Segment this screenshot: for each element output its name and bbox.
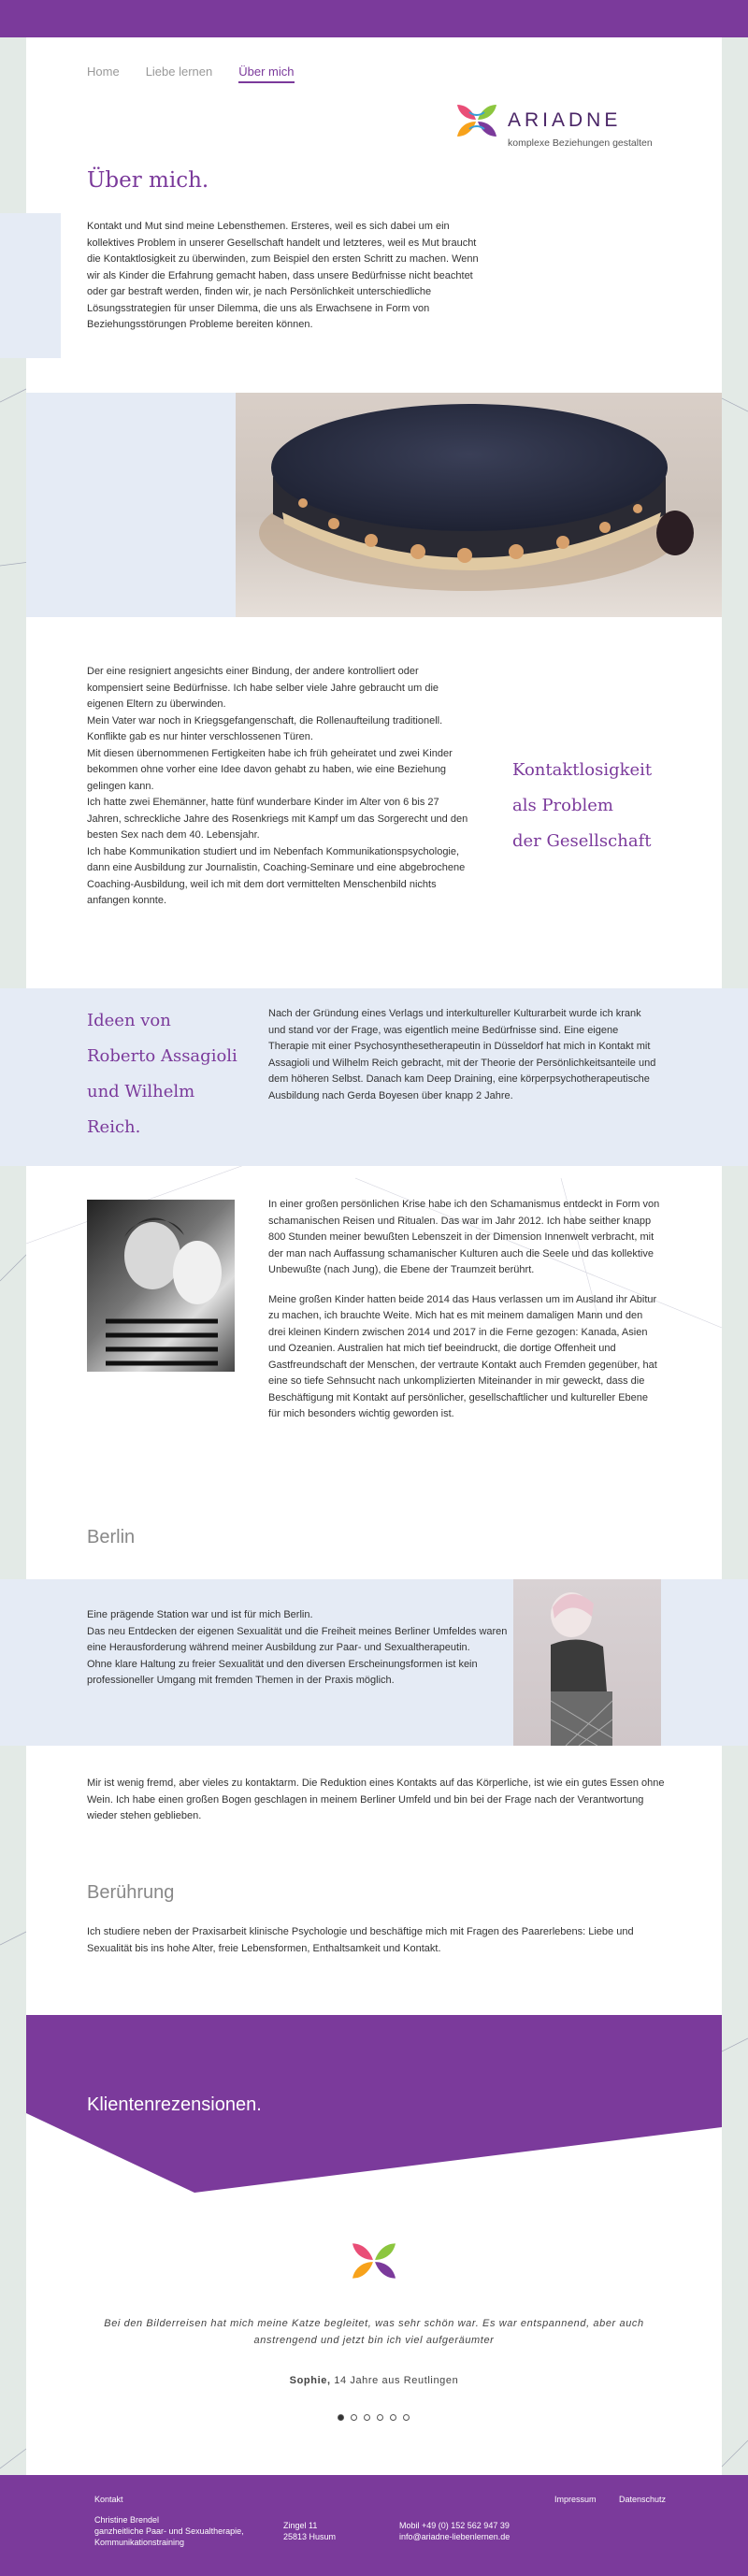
- review-author-detail: 14 Jahre aus Reutlingen: [334, 2375, 459, 2386]
- footer-datenschutz-link[interactable]: Datenschutz: [619, 2495, 667, 2504]
- australia-paragraph: Meine großen Kinder hatten beide 2014 das Haus verlassen um im Ausland ihr Abitur zu machen, ich brauchte Weite. Mich hat es mit meinem damaligen Mann und den drei kleinen Kindern zwischen 2014 und 2017 in die Ferne gezogen: Kanada, Asien und Ozeanien. Australien hat mich tief beeindruckt, die dortige Offenheit und Gastfreundschaft der Menschen, der vertraute Kontakt auch Fremden gegenüber, hat eine so tiefe Sehnsucht nach unkomplizierten Miteinander in mir geweckt, dass die Beschäftigung mit Kontakt auf persönlicher, gesellschaftlicher und kultureller Ebene für mich besonders wichtig geworden ist.: [268, 1293, 657, 1419]
- footer-street-block: [283, 2520, 336, 2542]
- footer-contact-block: [399, 2520, 510, 2542]
- ariadne-logo-icon[interactable]: [455, 101, 498, 140]
- story-paragraph: Mein Vater war noch in Kriegsgefangenschaft, die Rollenaufteilung traditionell. Konflikte gab es nur hinter verschlossenen Türen.: [87, 714, 443, 742]
- assagioli-heading: [87, 1003, 237, 1145]
- berlin-title: Berlin: [87, 1527, 136, 1547]
- assagioli-heading-line: und Wilhelm: [87, 1082, 195, 1101]
- assagioli-heading-line: Roberto Assagioli: [87, 1046, 237, 1066]
- review-dot[interactable]: [364, 2414, 370, 2421]
- review-dot[interactable]: [338, 2414, 344, 2421]
- beruehrung-title: Berührung: [87, 1882, 175, 1903]
- footer-role: ganzheitliche Paar- und Sexualtherapie,: [94, 2526, 244, 2536]
- image-band: [26, 393, 236, 617]
- assagioli-heading-line: Ideen von: [87, 1011, 171, 1030]
- footer-phone[interactable]: Mobil +49 (0) 152 562 947 39: [399, 2521, 510, 2530]
- story-paragraph: Mit diesen übernommenen Fertigkeiten habe ich früh geheiratet und zwei Kinder bekommen ohne vorher eine Idee davon gehabt zu haben, wie eine Beziehung gelingen kann.: [87, 747, 453, 792]
- intro-text: Kontakt und Mut sind meine Lebensthemen. Ersteres, weil es sich dabei um ein kollektives Problem in unserer Gesellschaft handelt und letzteres, weil es Mut braucht die Kontaktlosigkeit zu überwinden, zum Beispiel den ersten Schritt zu machen. Wenn wir als Kinder die Erfahrung gemacht haben, dass unsere Bedürfnisse nicht beachtet oder gar bestraft werden, finden wir, je nach Persönlichkeit unterschiedliche Lösungsstrategien für unser Dilemma, die uns als Erwachsene in Form von Beziehungsstörungen Probleme bereiten können.: [87, 221, 479, 330]
- shamanism-paragraph: In einer großen persönlichen Krise habe ich den Schamanismus entdeckt in Form von schamanischen Reisen und Ritualen. Das war im Jahr 2012. Ich habe seither knapp 800 Stunden meiner bewußten Lebenszeit in der Dimension Innenwelt verbracht, mit der man nach Auffassung schamanischer Kulturen auch die Seele und das kollektive Unbewußte (nach Jung), die Ebene der Traumzeit berührt.: [268, 1199, 660, 1275]
- beruehrung-text: Ich studiere neben der Praxisarbeit klinische Psychologie und beschäftige mich mit Fragen des Paarerlebens: Liebe und Sexualität bis ins hohe Alter, freie Lebensformen, Enthaltsamkeit und Kontakt.: [87, 1926, 634, 1954]
- story-paragraph: Ich habe Kommunikation studiert und im Nebenfach Kommunikationspsychologie, dann eine Ausbildung zur Journalistin, Coaching-Seminare und eine abgebrochene Coaching-Ausbildung, weil ich mit dem dort vermittelten Menschenbild nichts anfangen konnte.: [87, 845, 466, 906]
- assagioli-heading-line: Reich.: [87, 1117, 141, 1137]
- reviews-logo-icon: [349, 2239, 399, 2282]
- berlin-after-text: Mir ist wenig fremd, aber vieles zu kontaktarm. Die Reduktion eines Kontakts auf das Körperliche, ist wie ein gutes Essen ohne Wein. Ich habe einen großen Bogen geschlagen in meinem Berliner Umfeld und bin bei der Frage nach der Verantwortung wieder stehen geblieben.: [87, 1777, 665, 1821]
- pull-quote: [512, 753, 652, 859]
- logo-tagline: komplexe Beziehungen gestalten: [508, 137, 653, 149]
- portrait-photo: [87, 1200, 235, 1372]
- drum-photo: [236, 393, 722, 617]
- berlin-paragraph: Eine prägende Station war und ist für mich Berlin.: [87, 1609, 313, 1620]
- berlin-paragraph: Ohne klare Haltung zu freier Sexualität und den diversen Erscheinungsformen ist kein professioneller Umgang mit fremden Themen in der Praxis möglich.: [87, 1658, 478, 1686]
- logo-wordmark[interactable]: ARIADNE: [508, 109, 622, 131]
- footer-street: Zingel 11: [283, 2521, 318, 2530]
- review-dot[interactable]: [377, 2414, 383, 2421]
- nav-home[interactable]: Home: [87, 65, 120, 79]
- reviews-title: Klientenrezensionen.: [87, 2094, 262, 2115]
- berlin-text: [87, 1607, 526, 1690]
- page-title: Über mich.: [87, 168, 209, 193]
- story-text: [87, 664, 470, 910]
- assagioli-text: Nach der Gründung eines Verlags und interkultureller Kulturarbeit wurde ich krank und stand vor der Frage, was eigentlich meine Bedürfnisse sind. Eine eigene Therapie mit einer Psychosynthesetherapeutin in Düsseldorf hat mich in Kontakt mit Assagioli und Wilhelm Reich gebracht, mit der Theorie der Persönlichkeitsanteile und dem höheren Selbst. Danach kam Deep Draining, eine körperpsychotherapeutische Ausbildung nach Gerda Boyesen über knapp 2 Jahre.: [268, 1008, 656, 1101]
- footer-name: Christine Brendel: [94, 2515, 160, 2525]
- footer-contact-label: Kontakt: [94, 2495, 123, 2504]
- nav-ueber-mich[interactable]: Über mich: [238, 65, 294, 83]
- review-author-name: Sophie,: [289, 2375, 331, 2386]
- berlin-paragraph: Das neu Entdecken der eigenen Sexualität und die Freiheit meines Berliner Umfeldes waren eine Herausforderung während meiner Ausbildung zur Paar- und Sexualtherapeutin.: [87, 1625, 508, 1653]
- story-paragraph: Ich hatte zwei Ehemänner, hatte fünf wunderbare Kinder im Alter von 6 bis 27 Jahren, schreckliche Jahre des Rosenkriegs mit Kampf um das Sorgerecht und den besten Sex nach dem 40. Lebensjahr.: [87, 797, 468, 841]
- footer-email-link[interactable]: info@ariadne-liebenlernen.de: [399, 2532, 511, 2541]
- review-author: [0, 2375, 748, 2386]
- shamanism-text: [268, 1197, 661, 1423]
- review-dot[interactable]: [390, 2414, 396, 2421]
- review-quote: Bei den Bilderreisen hat mich meine Katze begleitet, was sehr schön war. Es war entspannend, aber auch anstrengend und jetzt bin ich viel aufgeräumter: [104, 2318, 644, 2346]
- berlin-photo: [513, 1579, 661, 1746]
- main-nav: [87, 65, 295, 83]
- story-paragraph: Der eine resigniert angesichts einer Bindung, der andere kontrolliert oder kompensiert seine Bedürfnisse. Ich habe selber viele Jahre gebraucht um die eigenen Eltern zu überwinden.: [87, 666, 439, 710]
- review-dot[interactable]: [351, 2414, 357, 2421]
- footer-city: 25813 Husum: [283, 2532, 337, 2541]
- review-dot[interactable]: [403, 2414, 410, 2421]
- footer: [0, 2475, 748, 2576]
- footer-address-block: [94, 2514, 244, 2548]
- pull-quote-line: der Gesellschaft: [512, 831, 652, 851]
- review-pagination: [338, 2414, 410, 2421]
- footer-role2: Kommunikationstraining: [94, 2538, 185, 2547]
- intro-band: [0, 213, 61, 358]
- footer-impressum-link[interactable]: Impressum: [554, 2495, 597, 2504]
- pull-quote-line: als Problem: [512, 796, 613, 815]
- nav-liebe-lernen[interactable]: Liebe lernen: [145, 65, 213, 79]
- pull-quote-line: Kontaktlosigkeit: [512, 760, 653, 780]
